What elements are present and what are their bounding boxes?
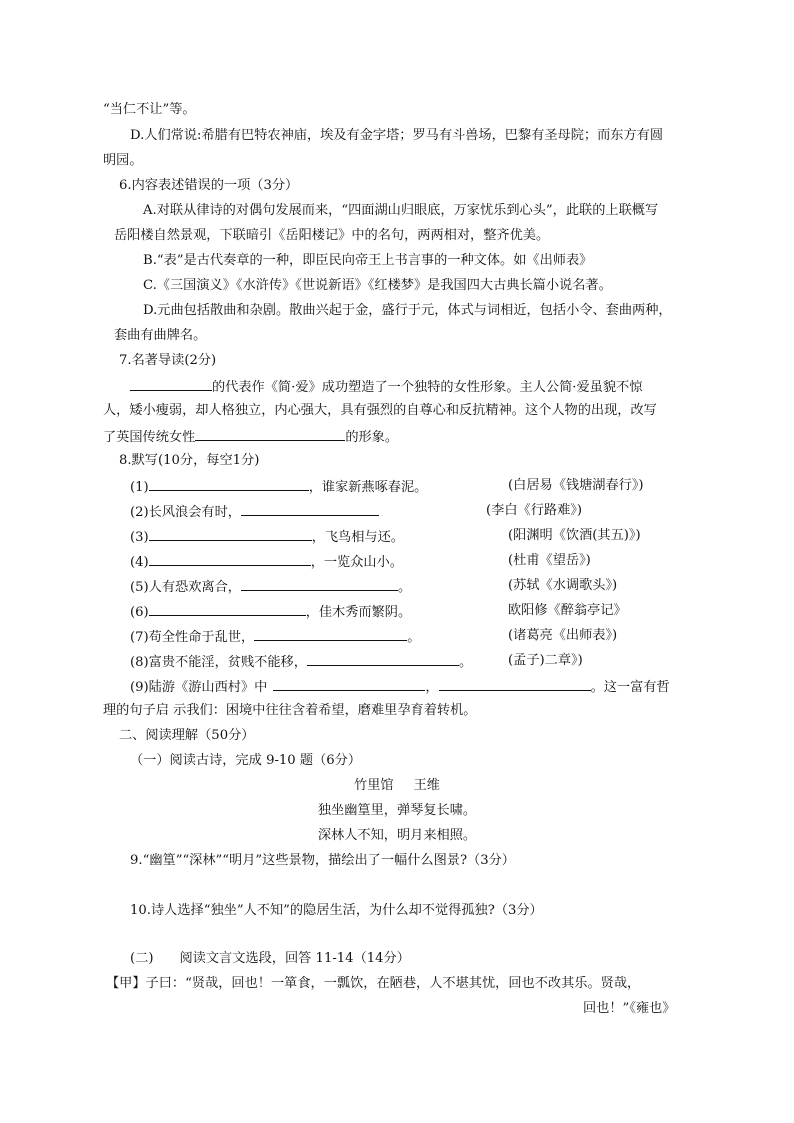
- q6-title: 6.内容表述错误的一项（3分）: [119, 178, 299, 193]
- q7-line3-pre: 了英国传统女性: [103, 430, 196, 445]
- q8-item-pre: (1): [130, 480, 149, 495]
- q6-option-a-line2: 岳阳楼自然景观，下联暗引《岳阳楼记》中的名句，两两相对，整齐优美。: [114, 228, 550, 243]
- q8-item: [130, 552, 403, 570]
- q8-item: [130, 627, 420, 645]
- q8-item9-pre: (9)陆游《游山西村》中: [130, 680, 268, 695]
- q7-line3-post: 的形象。: [345, 430, 399, 445]
- q6-option-b: B.“表”是古代奏章的一种，即臣民向帝王上书言事的一种文体。如《出师表》: [143, 253, 593, 268]
- q8-item9-mid: ，: [425, 680, 439, 695]
- q8-item-pre: (5)人有恐欢离合，: [130, 580, 241, 595]
- part1-title: （一）阅读古诗，完成 9-10 题（6分）: [130, 753, 362, 768]
- q7-women-blank[interactable]: [195, 427, 345, 441]
- part2-text: 阅读文言文选段，回答 11-14（14分）: [179, 951, 410, 966]
- q7-line1: [130, 377, 642, 395]
- q8-item-post: 。: [407, 630, 421, 645]
- q8-item-post: ，飞鸟相与还。: [311, 530, 404, 545]
- q8-blank[interactable]: [307, 652, 459, 666]
- q8-item-source: (李白《行路难》): [486, 503, 583, 518]
- q8-blank[interactable]: [241, 502, 379, 516]
- q8-blank[interactable]: [254, 627, 407, 641]
- q8-item: [130, 652, 472, 670]
- q8-blank[interactable]: [273, 677, 425, 691]
- poem-line: 深林人不知，明月来相照。: [317, 828, 477, 843]
- q7-title: 7.名著导读(2分): [119, 353, 217, 368]
- q8-title: 8.默写(10分，每空1分): [119, 453, 260, 468]
- q8-item-source: (白居易《钱塘湖春行》): [508, 478, 644, 493]
- q8-item-source: (苏轼《水调歌头》): [508, 578, 618, 593]
- poem-author: 王维: [413, 778, 440, 793]
- q8-blank[interactable]: [439, 677, 591, 691]
- q8-item-pre: (2)长风浪会有时，: [130, 505, 241, 520]
- q8-item9-post: 。这一富有哲: [590, 680, 670, 695]
- q8-item-pre: (7)苟全性命于乱世，: [130, 630, 255, 645]
- q5-option-d-line1: D.人们常说:希腊有巴特农神庙，埃及有金字塔；罗马有斗兽场，巴黎有圣母院；而东方有圆: [130, 128, 664, 143]
- part2-title: [130, 950, 410, 968]
- q8-item9-line2: 理的句子启 示我们：困境中往往含着希望，磨难里孕育着转机。: [103, 703, 477, 718]
- q6-option-a-line1: A.对联从律诗的对偶句发展而来，“四面湖山归眼底，万家忧乐到心头”，此联的上联概写: [143, 203, 659, 218]
- q6-option-d-line1: D.元曲包括散曲和杂剧。散曲兴起于金，盛行于元，体式与词相近，包括小令、套曲两种，: [143, 303, 672, 318]
- q8-item-post: ，佳木秀而繁阴。: [305, 605, 412, 620]
- q8-item-post: ，一览众山小。: [310, 555, 403, 570]
- q8-blank[interactable]: [241, 577, 398, 591]
- q7-line3: [103, 427, 398, 445]
- passage-jia-line2: 回也！”《雍也》: [583, 1001, 676, 1016]
- poem-heading: [0, 777, 794, 795]
- q6-option-c: C.《三国演义》《水浒传》《世说新语》《红楼梦》是我国四大古典长篇小说名著。: [143, 278, 612, 293]
- q8-item: [130, 477, 427, 495]
- q8-blank[interactable]: [149, 552, 311, 566]
- q8-item-pre: (8)富贵不能淫，贫贱不能移，: [130, 655, 307, 670]
- q5-option-d-line2: 明园。: [103, 153, 143, 168]
- q8-item: [130, 602, 411, 620]
- q8-item-9: [130, 677, 670, 695]
- q8-item: [130, 577, 411, 595]
- q7-line2: 人，矮小瘦弱，却人格独立，内心强大，具有强烈的自尊心和反抗精神。这个人物的出现，改写: [103, 403, 657, 418]
- q8-item-post: 。: [458, 655, 473, 670]
- passage-jia-line1: 【甲】子曰：“贤哉，回也！一箪食，一瓢饮，在陋巷，人不堪其忧，回也不改其乐。贤哉，: [106, 976, 641, 991]
- q8-item-source: (阳渊明《饮酒(其五)》): [508, 528, 641, 543]
- q9: 9.“幽篁”“深林”“明月”这些景物，描绘出了一幅什么图景?（3分）: [130, 853, 515, 868]
- q8-blank[interactable]: [149, 477, 309, 491]
- q6-option-d-line2: 套曲有曲牌名。: [114, 328, 207, 343]
- q8-blank[interactable]: [149, 527, 312, 541]
- poem-line: 独坐幽篁里，弹琴复长啸。: [317, 803, 477, 818]
- q8-blank[interactable]: [149, 602, 306, 616]
- q8-item-post: ，谁家新燕啄春泥。: [308, 480, 428, 495]
- part2-label: (二): [130, 951, 154, 966]
- section-heading: 二、阅读理解（50分）: [119, 728, 255, 743]
- q8-item-source: (诸葛亮《出师表》): [508, 628, 618, 643]
- q8-item: [130, 527, 404, 545]
- q8-item-pre: (4): [130, 555, 149, 570]
- q8-item-pre: (6): [130, 605, 149, 620]
- poem-title: 竹里馆: [354, 778, 394, 793]
- q8-item-post: 。: [398, 580, 412, 595]
- q8-item-source: 欧阳修《醉翁亭记》: [508, 603, 627, 618]
- q7-author-blank[interactable]: [130, 377, 212, 391]
- top-line: “当仁不让”等。: [103, 102, 196, 117]
- q8-item-pre: (3): [130, 530, 149, 545]
- q8-item-source: (杜甫《望岳》): [508, 553, 591, 568]
- q8-item-source: (孟子)二章》): [508, 653, 583, 668]
- q10: 10.诗人选择“独坐”人不知”的隐居生活，为什么却不觉得孤独?（3分）: [130, 903, 543, 918]
- q7-line1-text: 的代表作《简·爱》成功塑造了一个独特的女性形象。主人公简·爱虽貌不惊: [212, 380, 643, 395]
- q8-item: [130, 502, 379, 520]
